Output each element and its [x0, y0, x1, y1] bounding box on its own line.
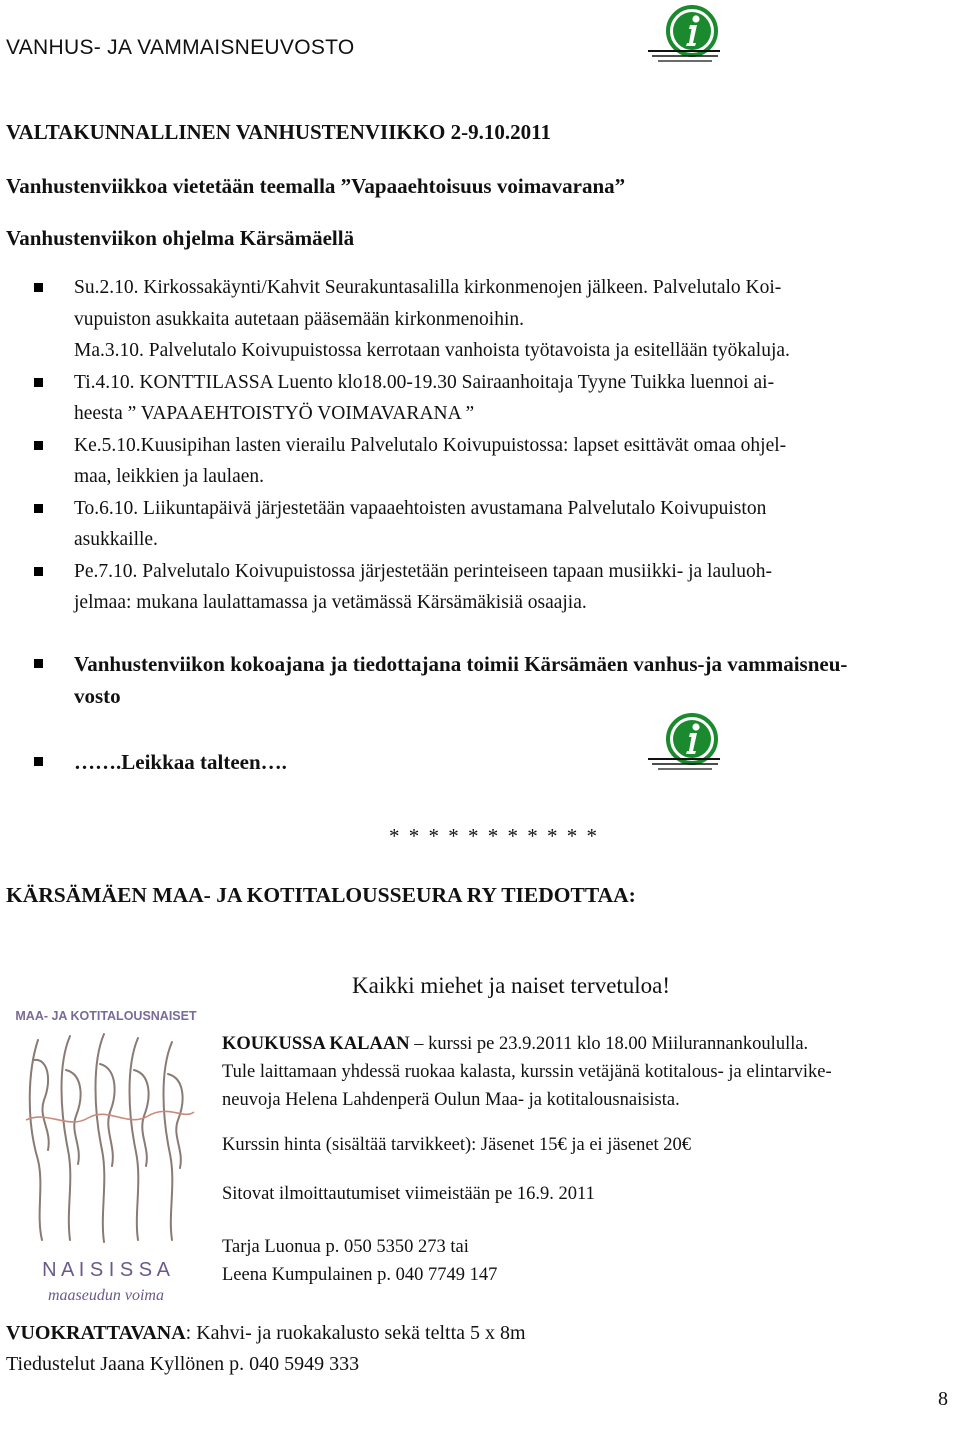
week-theme: Vanhustenviikkoa vietetään teemalla ”Vapaaehtoisuus voimavarana” [6, 174, 626, 198]
rent-info [6, 1322, 526, 1345]
course-price: Kurssin hinta (sisältää tarvikkeet): Jäsenet 15€ ja ei jäsenet 20€ [222, 1135, 692, 1155]
page-number: 8 [938, 1388, 948, 1410]
course-info [222, 1030, 952, 1114]
rent-label: VUOKRATTAVANA [6, 1322, 186, 1344]
course-details: – kurssi pe 23.9.2011 klo 18.00 Miilurannankoululla. [409, 1034, 809, 1054]
seura-heading: KÄRSÄMÄEN MAA- JA KOTITALOUSSEURA RY TIEDOTTAA: [6, 883, 636, 907]
list-item: Pe.7.10. Palvelutalo Koivupuistossa järjestetään perinteiseen tapaan musiikki- ja lauluoh- jelmaa: mukana laulattamassa ja vetämässä Kärsämäkisiä osaajia. [34, 556, 934, 619]
list-item: Ma.3.10. Palvelutalo Koivupuistossa kerrotaan vanhoista työtavoista ja esitellään työkaluja. [74, 340, 790, 361]
organization-title: VANHUS- JA VAMMAISNEUVOSTO [6, 36, 355, 59]
organizer-note: Vanhustenviikon kokoajana ja tiedottajana toimii Kärsämäen vanhus-ja vammaisneu- vosto [34, 648, 954, 712]
course-name: KOUKUSSA KALAAN [222, 1034, 410, 1054]
inquiries: Tiedustelut Jaana Kyllönen p. 040 5949 333 [6, 1353, 360, 1375]
info-icon [646, 712, 728, 770]
list-item: Su.2.10. Kirkossakäynti/Kahvit Seurakuntasalilla kirkonmenojen jälkeen. Palvelutalo Koi- vupuiston asukkaita autetaan pääsemään kirkonmenoihin. [34, 272, 934, 335]
info-icon [646, 4, 728, 62]
contacts [222, 1233, 497, 1289]
week-heading: VALTAKUNNALLINEN VANHUSTENVIIKKO 2-9.10.2011 [6, 120, 551, 144]
rent-text: : Kahvi- ja ruokakalusto sekä teltta 5 x 8m [185, 1322, 526, 1344]
naisissa-logo [8, 1000, 204, 1308]
contact-2: Leena Kumpulainen p. 040 7749 147 [222, 1265, 498, 1285]
list-item: Ti.4.10. KONTTILASSA Luento klo18.00-19.30 Sairaanhoitaja Tyyne Tuikka luennoi ai- heesta ” VAPAAEHTOISTYÖ VOIMAVARANA ” [34, 367, 934, 430]
logo-script-text: maaseudun voima [48, 1287, 164, 1304]
list-item: To.6.10. Liikuntapäivä järjestetään vapaaehtoisten avustamana Palvelutalo Koivupuiston asukkaille. [34, 493, 934, 556]
registration-deadline: Sitovat ilmoittautumiset viimeistään pe 16.9. 2011 [222, 1184, 595, 1204]
course-description-1: Tule laittamaan yhdessä ruokaa kalasta, kurssin vetäjänä kotitalous- ja elintarvike- [222, 1062, 832, 1082]
cutout-note: …….Leikkaa talteen…. [34, 746, 954, 778]
list-item: Ke.5.10.Kuusipihan lasten vierailu Palvelutalo Koivupuistossa: lapset esittävät omaa ohjel- maa, leikkien ja laulaen. [34, 430, 934, 493]
program-title: Vanhustenviikon ohjelma Kärsämäellä [6, 226, 355, 250]
separator-stars: * * * * * * * * * * * [389, 824, 599, 848]
program-list [34, 272, 934, 619]
contact-1: Tarja Luonua p. 050 5350 273 tai [222, 1237, 469, 1257]
logo-top-text: MAA- JA KOTITALOUSNAISET [15, 1009, 197, 1023]
logo-bottom-text: N A I S I S S A [42, 1259, 170, 1281]
course-description-2: neuvoja Helena Lahdenperä Oulun Maa- ja kotitalousnaisista. [222, 1090, 680, 1110]
welcome-text: Kaikki miehet ja naiset tervetuloa! [352, 973, 671, 998]
